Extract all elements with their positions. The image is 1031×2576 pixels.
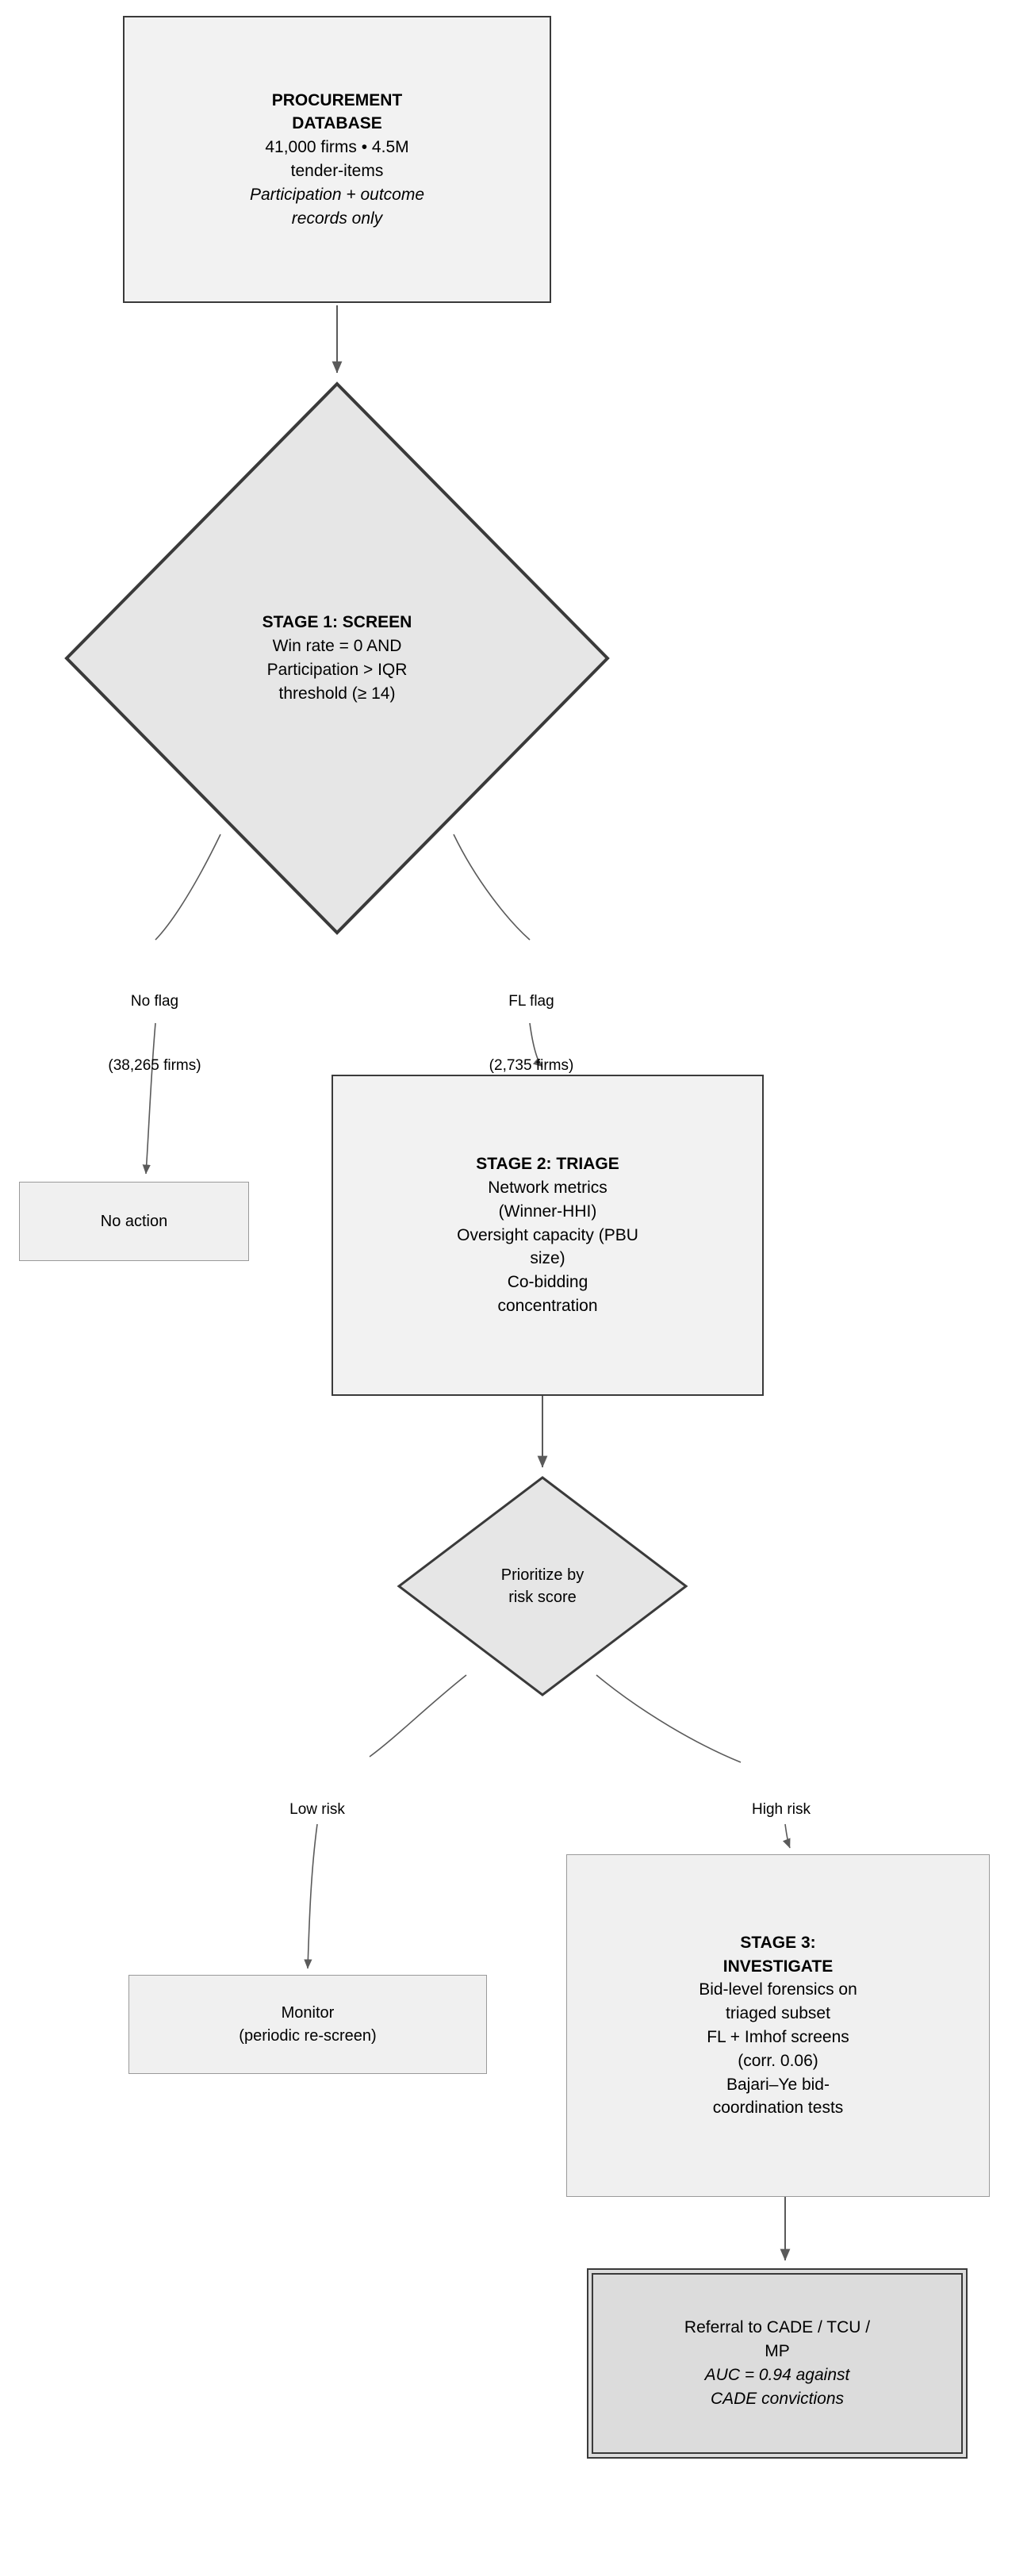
node-stage-2-triage <box>332 1075 764 1396</box>
db-line-5: Participation + outcome <box>249 185 425 204</box>
stage1-line-1: STAGE 1: SCREEN <box>262 613 412 632</box>
stage3-line-1: STAGE 3: <box>740 1933 816 1952</box>
prioritize-line-1: Prioritize by <box>500 1566 584 1584</box>
db-line-4: tender-items <box>290 162 384 180</box>
db-line-1: PROCUREMENT <box>271 90 403 109</box>
referral-line-4: CADE convictions <box>710 2389 845 2408</box>
fl-flag-line-2: (2,735 firms) <box>489 1056 574 1074</box>
stage2-line-4: Oversight capacity (PBU <box>457 1225 638 1244</box>
stage2-line-3: (Winner-HHI) <box>498 1202 597 1221</box>
node-procurement-database <box>123 16 551 303</box>
stage1-line-2: Win rate = 0 AND <box>272 637 402 656</box>
db-line-6: records only <box>291 209 383 228</box>
edge-label-high-risk <box>666 1757 896 1864</box>
monitor-line-2: (periodic re-screen) <box>239 2026 377 2045</box>
no-flag-line-2: (38,265 firms) <box>108 1056 201 1074</box>
stage3-line-4: triaged subset <box>726 2004 830 2023</box>
db-line-3: 41,000 firms • 4.5M <box>265 138 409 157</box>
db-line-2: DATABASE <box>292 114 382 133</box>
prioritize-line-2: risk score <box>508 1589 577 1606</box>
edge-label-low-risk <box>202 1757 432 1864</box>
stage3-line-8: coordination tests <box>712 2099 844 2118</box>
stage2-line-2: Network metrics <box>488 1178 607 1197</box>
edge-label-no-flag <box>40 949 270 1120</box>
stage1-line-3: Participation > IQR <box>266 661 408 679</box>
node-referral <box>587 2268 968 2459</box>
stage3-line-5: FL + Imhof screens <box>707 2028 849 2046</box>
stage3-line-7: Bajari–Ye bid- <box>726 2075 830 2094</box>
stage3-line-2: INVESTIGATE <box>722 1957 834 1976</box>
node-stage-3-investigate <box>566 1854 990 2197</box>
referral-line-2: MP <box>765 2342 790 2361</box>
fl-flag-line-1: FL flag <box>508 992 554 1010</box>
node-monitor <box>128 1975 487 2074</box>
stage2-line-1: STAGE 2: TRIAGE <box>476 1155 619 1174</box>
referral-line-3: AUC = 0.94 against <box>704 2366 850 2384</box>
node-prioritize-by-risk-score <box>397 1475 688 1697</box>
no-action-line-1: No action <box>100 1212 168 1230</box>
no-flag-line-1: No flag <box>130 992 179 1010</box>
stage1-line-4: threshold (≥ 14) <box>278 684 396 703</box>
monitor-line-1: Monitor <box>281 2004 335 2022</box>
high-risk-line-1: High risk <box>752 1800 811 1818</box>
stage2-line-7: concentration <box>497 1297 598 1316</box>
low-risk-line-1: Low risk <box>289 1800 345 1818</box>
stage3-line-6: (corr. 0.06) <box>738 2051 818 2070</box>
stage2-line-6: Co-bidding <box>507 1273 588 1292</box>
stage3-line-3: Bid-level forensics on <box>699 1980 857 1999</box>
node-stage-1-screen <box>63 381 611 936</box>
referral-line-1: Referral to CADE / TCU / <box>684 2318 871 2337</box>
stage2-line-5: size) <box>530 1249 565 1268</box>
node-no-action <box>19 1182 249 1261</box>
